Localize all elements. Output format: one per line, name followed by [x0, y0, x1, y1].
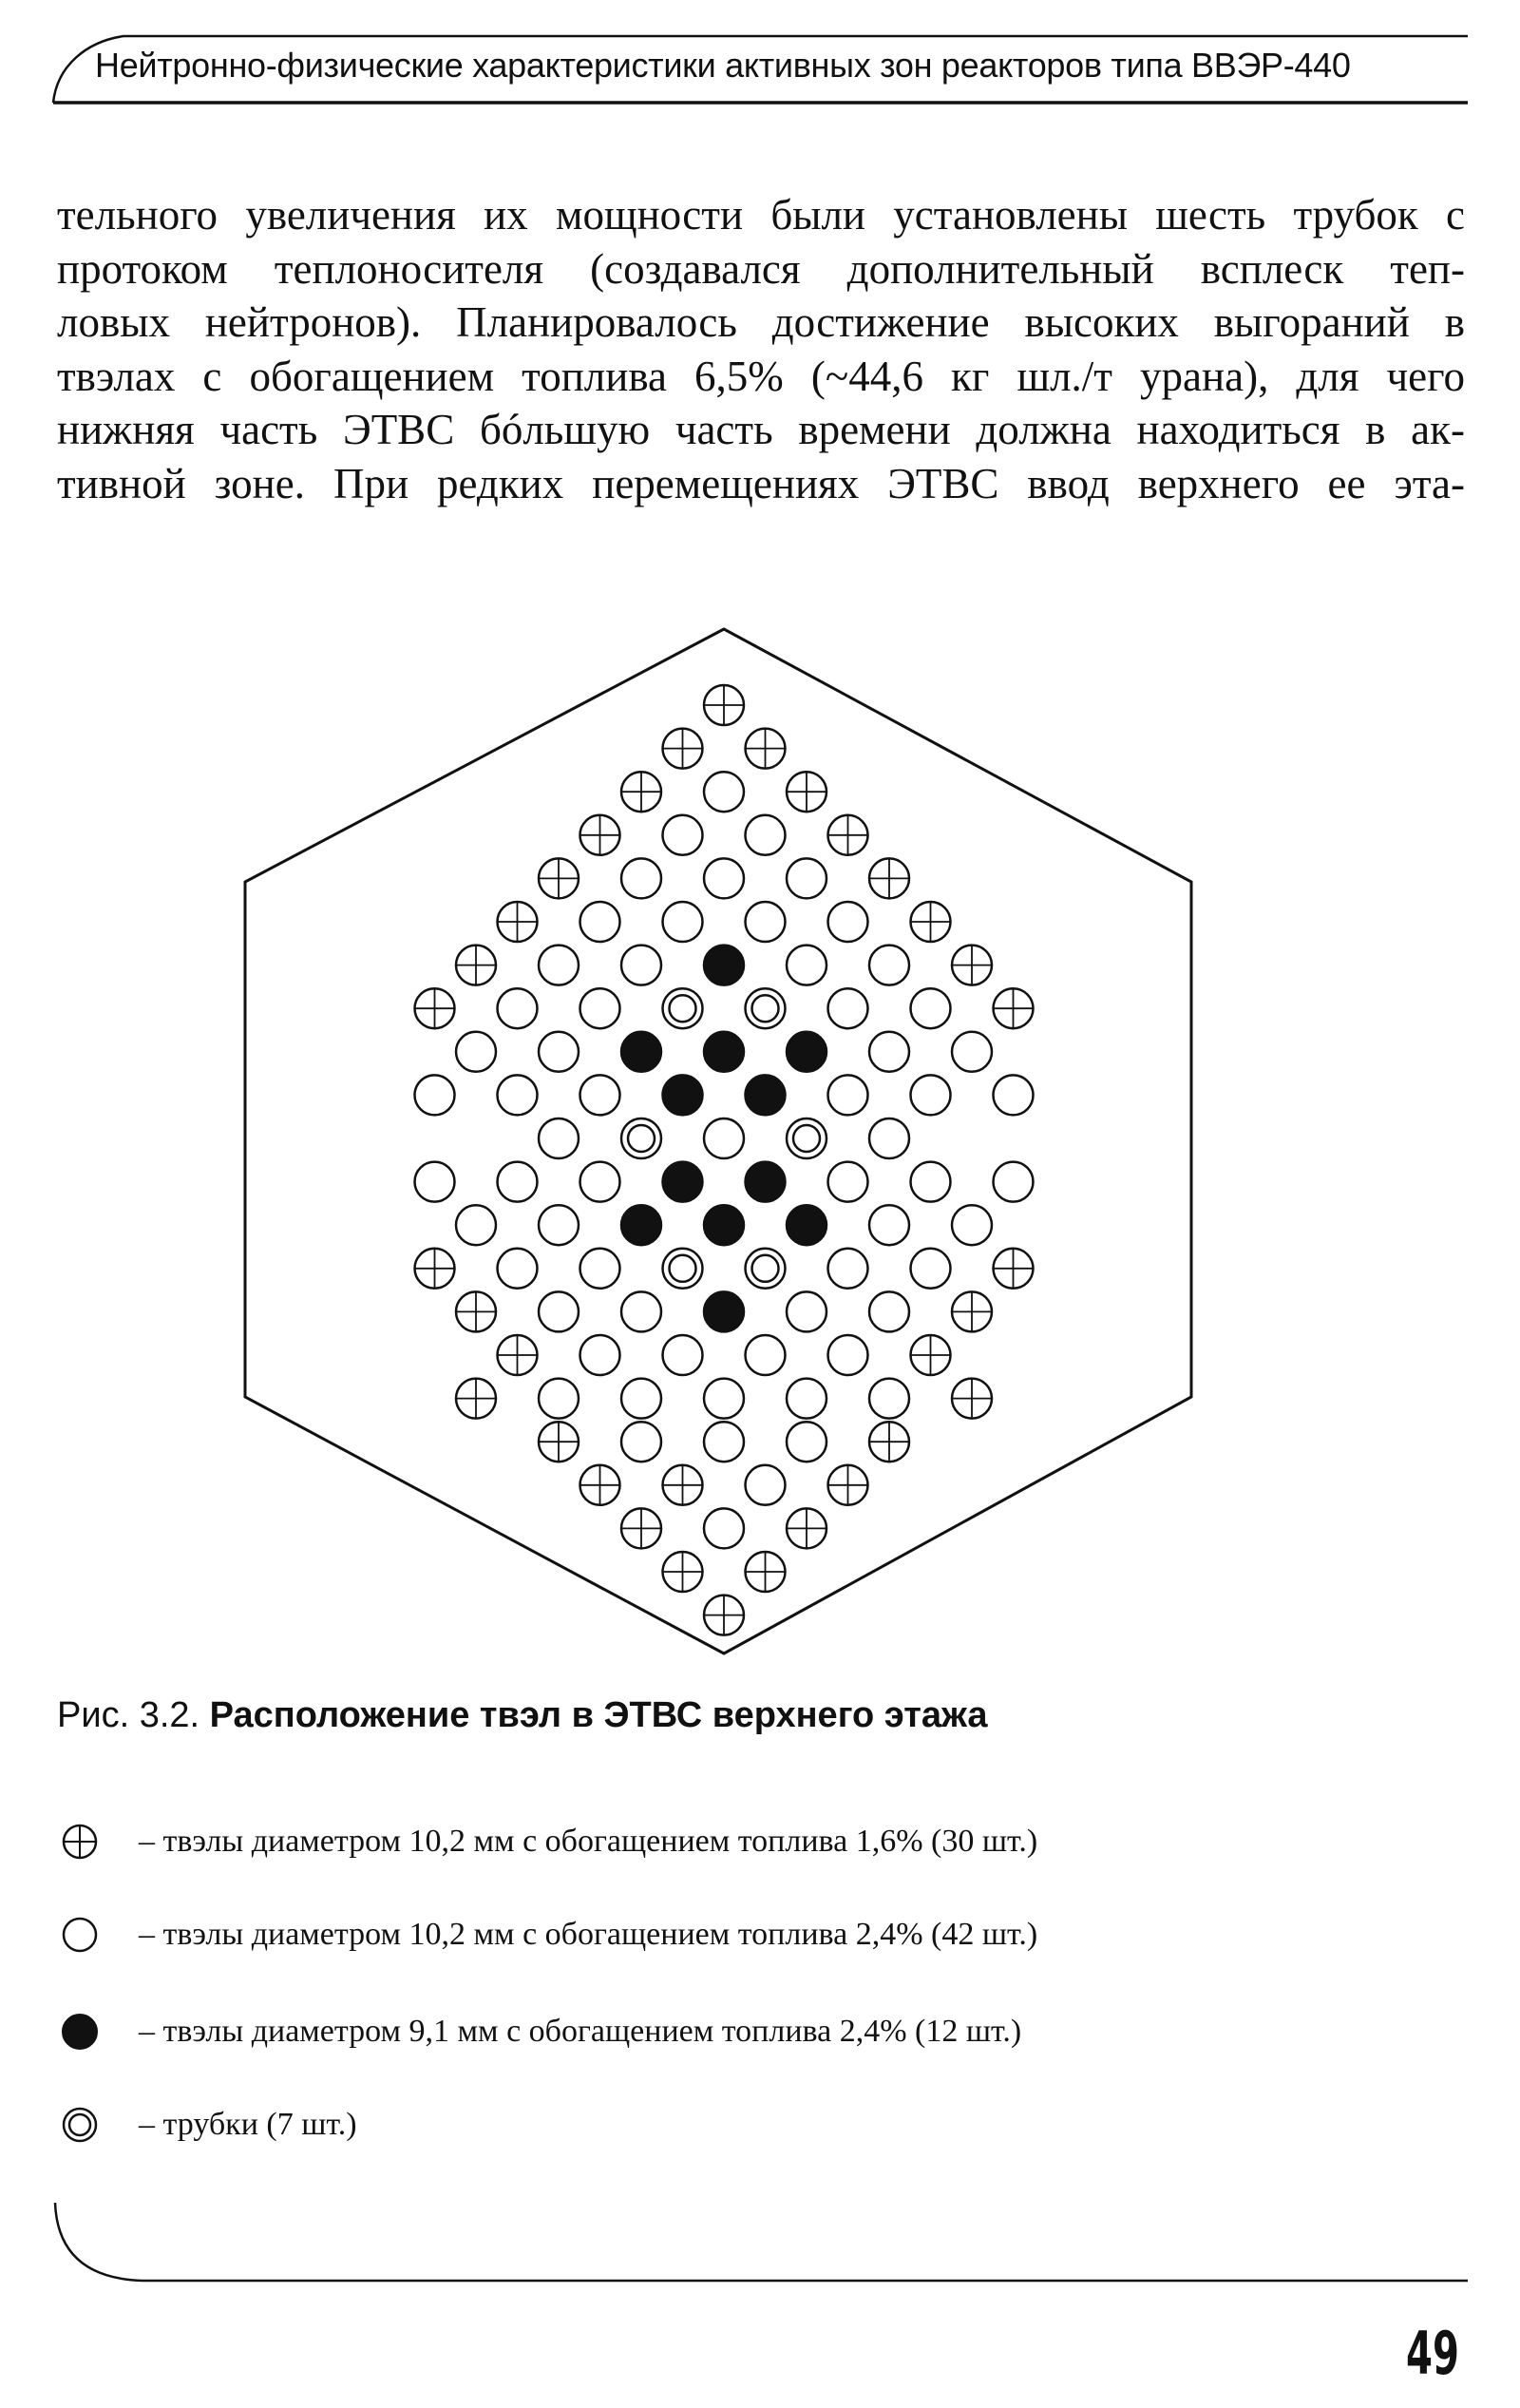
legend-text: – твэлы диаметром 9,1 мм с обогащением топлива 2,4% (12 шт.) [139, 2014, 1022, 2049]
crossed-pin [828, 1465, 868, 1505]
open-pin [580, 1335, 620, 1375]
solid-pin [704, 1205, 744, 1245]
crossed-pin [994, 988, 1034, 1028]
open-pin [498, 1249, 538, 1289]
open-pin [911, 1249, 951, 1289]
open-pin [704, 772, 744, 812]
body-line: протоком теплоносителя (создавался дополнительный всплеск теп- [57, 244, 1465, 293]
open-pin [580, 902, 620, 942]
crossed-pin [746, 1552, 786, 1592]
crossed-pin [580, 815, 620, 855]
double-ring-icon [53, 2096, 120, 2153]
crossed-pin [911, 1335, 951, 1375]
open-pin [787, 1291, 826, 1331]
legend-item-open [53, 1906, 1383, 1963]
crossed-pin [994, 1249, 1034, 1289]
open-pin [663, 1335, 703, 1375]
open-pin [621, 946, 661, 985]
solid-pin [663, 1075, 703, 1115]
solid-pin [787, 1032, 826, 1072]
open-pin [746, 902, 786, 942]
tube-pin [787, 1118, 826, 1158]
crossed-pin [621, 772, 661, 812]
crossed-pin [621, 1508, 661, 1548]
solid-pin [704, 1291, 744, 1331]
body-line: тельного увеличения их мощности были установлены шесть трубок с [57, 191, 1465, 239]
crossed-pin [539, 1422, 579, 1462]
solid-pin [704, 1032, 744, 1072]
open-pin [746, 1465, 786, 1505]
open-pin [911, 1075, 951, 1115]
crossed-pin [746, 729, 786, 769]
pin-grid [415, 685, 1034, 1635]
solid-pin [621, 1205, 661, 1245]
legend-text: – твэлы диаметром 10,2 мм с обогащением топлива 1,6% (30 шт.) [139, 1824, 1038, 1859]
crossed-pin [498, 1335, 538, 1375]
crossed-circle-icon [53, 1813, 120, 1870]
body-line: ловых нейтронов). Планировалось достижение высоких выгораний в [57, 298, 1465, 346]
solid-pin [663, 1162, 703, 1202]
crossed-pin [952, 946, 992, 985]
crossed-pin [704, 1596, 744, 1635]
open-pin [704, 858, 744, 898]
crossed-pin [828, 815, 868, 855]
open-pin [415, 1162, 455, 1202]
open-pin [828, 1335, 868, 1375]
tube-pin [746, 988, 786, 1028]
open-pin [869, 946, 909, 985]
body-line: тивной зоне. При редких перемещениях ЭТВС ввод верхнего ее эта- [57, 459, 1465, 507]
legend-item-filled [53, 2003, 1383, 2060]
crossed-pin [415, 988, 455, 1028]
open-circle-icon [53, 1906, 120, 1963]
figure-caption [57, 1695, 988, 1736]
crossed-pin [952, 1379, 992, 1419]
filled-circle-icon [53, 2003, 120, 2060]
open-pin [456, 1205, 496, 1245]
open-pin [911, 1162, 951, 1202]
page-number: 49 [1406, 2319, 1459, 2388]
open-pin [911, 988, 951, 1028]
crossed-pin [911, 902, 951, 942]
open-pin [704, 1422, 744, 1462]
open-pin [952, 1032, 992, 1072]
open-pin [621, 1291, 661, 1331]
open-pin [621, 858, 661, 898]
open-pin [869, 1205, 909, 1245]
legend-item-tube [53, 2096, 1383, 2153]
open-pin [828, 902, 868, 942]
open-pin [952, 1205, 992, 1245]
crossed-pin [580, 1465, 620, 1505]
tube-pin [663, 1249, 703, 1289]
running-title: Нейтронно-физические характеристики активных зон реакторов типа ВВЭР-440 [95, 46, 1351, 85]
crossed-pin [704, 685, 744, 725]
solid-pin [746, 1075, 786, 1115]
open-pin [704, 1118, 744, 1158]
open-pin [787, 858, 826, 898]
open-pin [787, 1422, 826, 1462]
crossed-pin [663, 729, 703, 769]
open-pin [828, 988, 868, 1028]
tube-pin [746, 1249, 786, 1289]
legend-item-crossed [53, 1813, 1383, 1870]
solid-pin [746, 1162, 786, 1202]
crossed-pin [869, 858, 909, 898]
crossed-pin [456, 1291, 496, 1331]
open-pin [746, 1335, 786, 1375]
open-pin [704, 1379, 744, 1419]
crossed-pin [869, 1422, 909, 1462]
open-pin [869, 1379, 909, 1419]
open-pin [539, 1291, 579, 1331]
open-pin [580, 1075, 620, 1115]
solid-pin [704, 946, 744, 985]
crossed-pin [787, 1508, 826, 1548]
open-pin [498, 1162, 538, 1202]
body-line: нижняя часть ЭТВС бóльшую часть времени должна находиться в ак- [57, 406, 1465, 453]
open-pin [869, 1118, 909, 1158]
body-line: твэлах с обогащением топлива 6,5% (~44,6 кг шл./т урана), для чего [57, 352, 1465, 400]
open-pin [828, 1162, 868, 1202]
tube-pin [621, 1118, 661, 1158]
open-pin [621, 1422, 661, 1462]
open-pin [580, 988, 620, 1028]
open-pin [663, 815, 703, 855]
crossed-pin [539, 858, 579, 898]
open-pin [663, 902, 703, 942]
open-pin [994, 1162, 1034, 1202]
open-pin [869, 1032, 909, 1072]
open-pin [456, 1032, 496, 1072]
open-pin [498, 1075, 538, 1115]
open-pin [621, 1379, 661, 1419]
open-pin [539, 1205, 579, 1245]
open-pin [580, 1249, 620, 1289]
open-pin [704, 1508, 744, 1548]
crossed-pin [787, 772, 826, 812]
crossed-pin [952, 1291, 992, 1331]
open-pin [787, 946, 826, 985]
open-pin [828, 1075, 868, 1115]
open-pin [746, 815, 786, 855]
tube-pin [663, 988, 703, 1028]
crossed-pin [456, 1379, 496, 1419]
figure-title: Расположение твэл в ЭТВС верхнего этажа [209, 1695, 988, 1735]
open-pin [539, 1118, 579, 1158]
open-pin [539, 1032, 579, 1072]
open-pin [994, 1075, 1034, 1115]
open-pin [539, 946, 579, 985]
legend-text: – трубки (7 шт.) [139, 2107, 357, 2142]
crossed-pin [498, 902, 538, 942]
open-pin [787, 1379, 826, 1419]
open-pin [828, 1249, 868, 1289]
solid-pin [621, 1032, 661, 1072]
crossed-pin [663, 1552, 703, 1592]
open-pin [415, 1075, 455, 1115]
open-pin [498, 988, 538, 1028]
open-pin [580, 1162, 620, 1202]
open-pin [869, 1291, 909, 1331]
crossed-pin [456, 946, 496, 985]
solid-pin [787, 1205, 826, 1245]
open-pin [539, 1379, 579, 1419]
figure-number: Рис. 3.2. [57, 1695, 200, 1735]
crossed-pin [663, 1465, 703, 1505]
legend-text: – твэлы диаметром 10,2 мм с обогащением топлива 2,4% (42 шт.) [139, 1917, 1038, 1952]
crossed-pin [415, 1249, 455, 1289]
